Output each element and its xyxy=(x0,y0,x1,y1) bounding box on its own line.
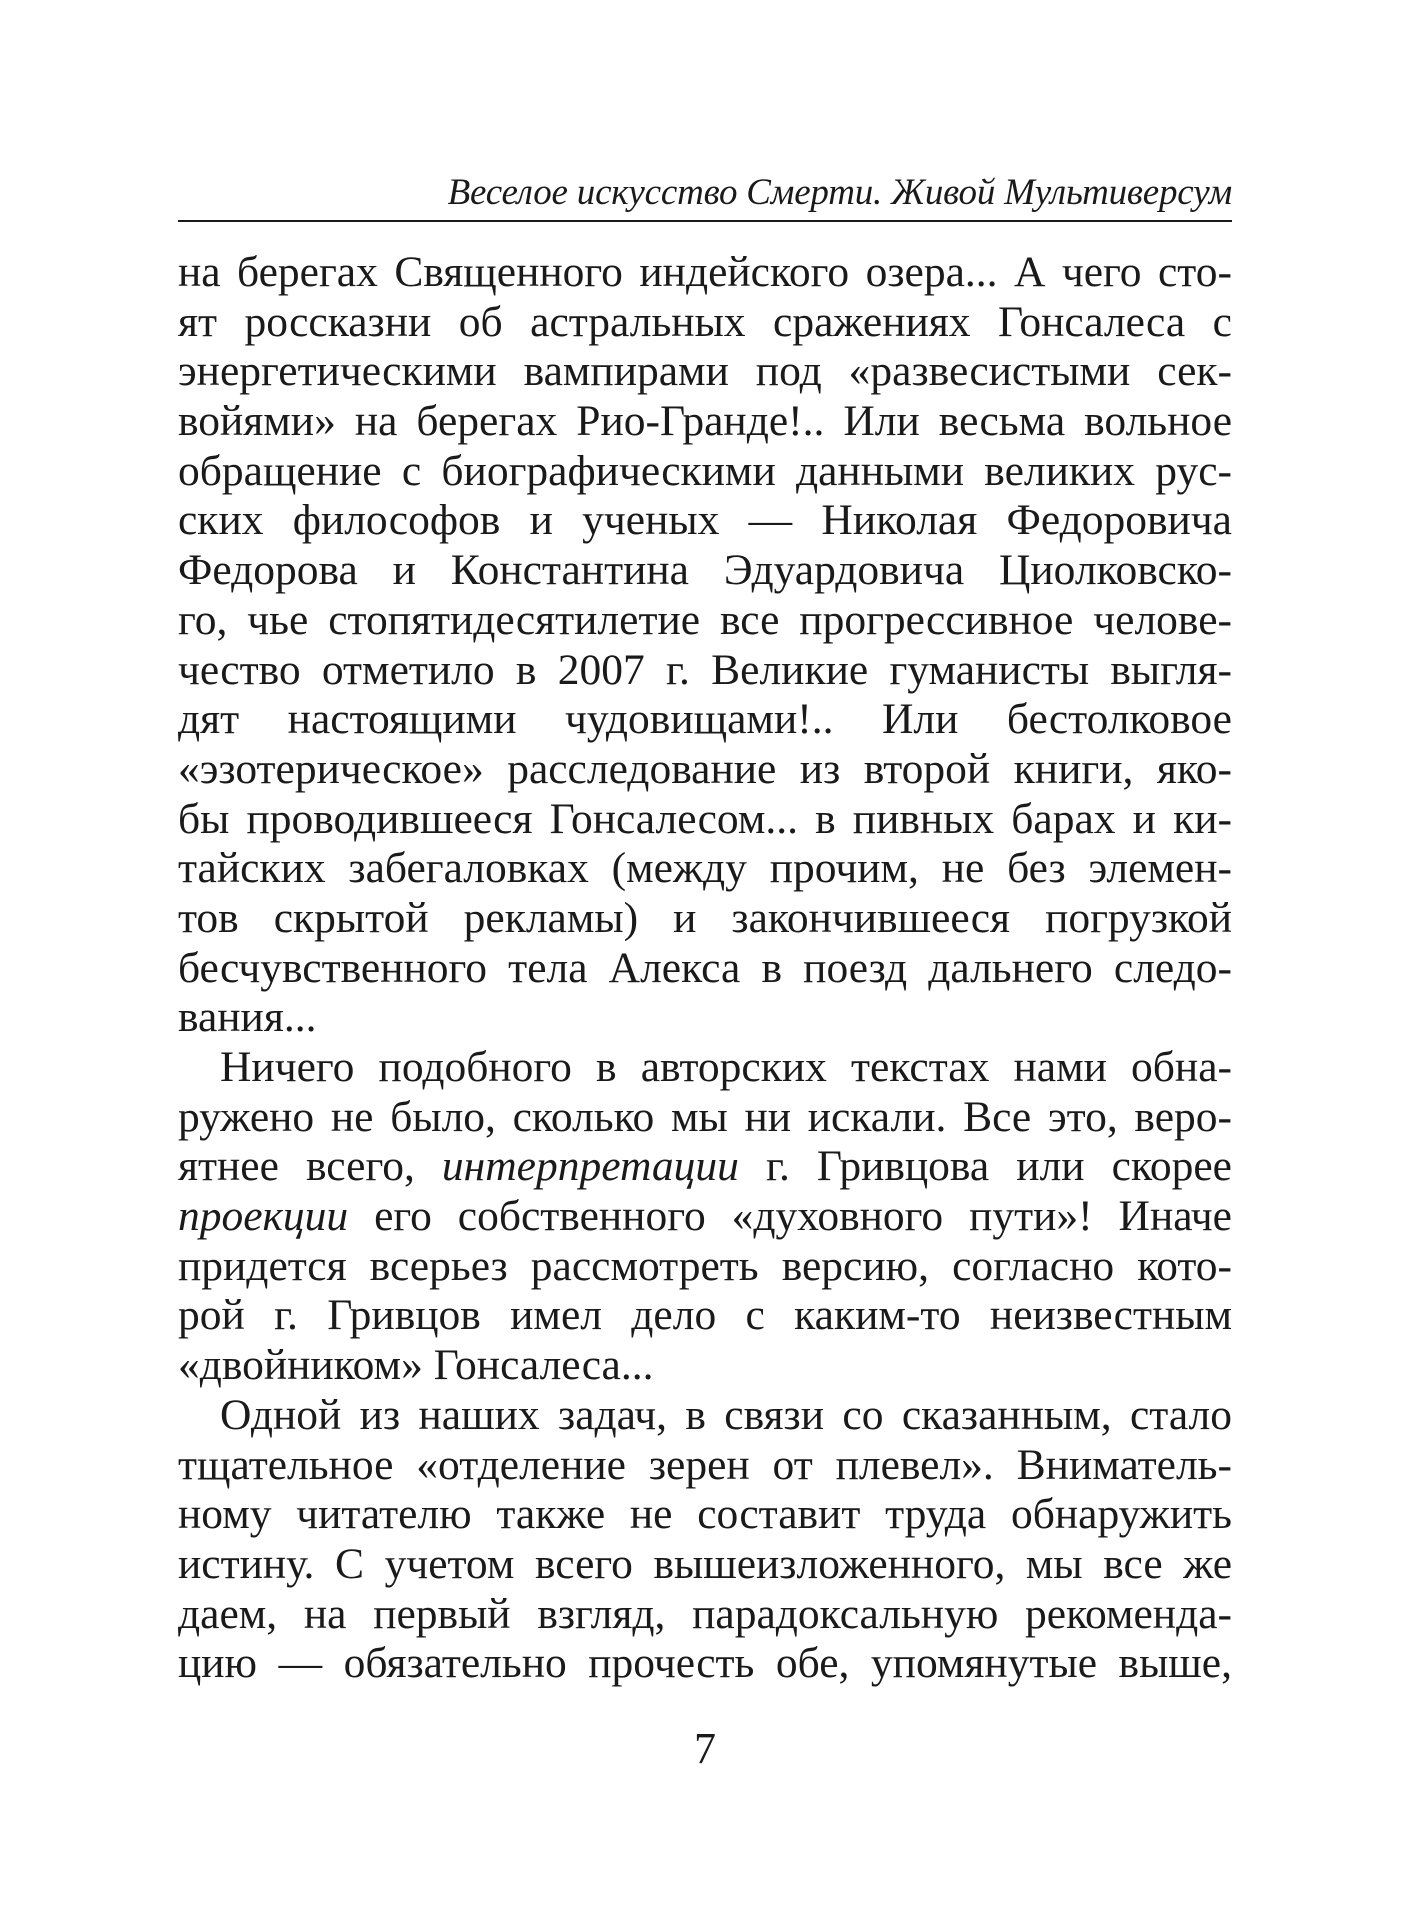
text-line: рой г. Гривцов имел дело с каким-то неизвестным xyxy=(178,1291,1232,1340)
text-line: ному читателю также не составит труда обнаружить xyxy=(178,1490,1232,1539)
text-line-with-emphasis xyxy=(178,1192,1232,1242)
text-line: на берегах Священного индейского озера... А чего сто- xyxy=(178,248,1232,296)
emphasis-proekcii: проекции xyxy=(178,1192,349,1241)
text-line: Ничего подобного в авторских текстах нами обна- xyxy=(220,1043,1232,1091)
text-line: тайских забегаловках (между прочим, не без элемен- xyxy=(178,844,1232,893)
paragraph-2 xyxy=(178,1043,1232,1391)
text-line: тов скрытой рекламы) и закончившееся погрузкой xyxy=(178,893,1232,942)
text-line: вания... xyxy=(178,993,317,1042)
text-line: дят настоящими чудовищами!.. Или бестолковое xyxy=(178,695,1232,744)
text-line: ят россказни об астральных сражениях Гонсалеса с xyxy=(178,297,1232,346)
text-line-with-emphasis xyxy=(178,1142,1232,1192)
text-line: обращение с биографическими данными великих рус- xyxy=(178,446,1232,495)
text-line: ских философов и ученых — Николая Федоровича xyxy=(178,496,1232,545)
text-line: бесчувственного тела Алекса в поезд дальнего следо- xyxy=(178,943,1232,992)
text-line: Федорова и Константина Эдуардовича Циолковско- xyxy=(178,546,1232,595)
emphasis-interpretacii: интерпретации xyxy=(441,1142,739,1191)
text-line: го, чье стопятидесятилетие все прогрессивное челове- xyxy=(178,595,1232,644)
text-line: ружено не было, сколько мы ни искали. Все это, веро- xyxy=(178,1092,1232,1141)
text-line: «эзотерическое» расследование из второй книги, яко- xyxy=(178,744,1232,793)
text-line: даем, на первый взгляд, парадоксальную рекоменда- xyxy=(178,1589,1232,1638)
text-run: ятнее всего, xyxy=(178,1142,442,1191)
text-line: Одной из наших задач, в связи со сказанным, стало xyxy=(220,1390,1232,1439)
running-header: Веселое искусство Смерти. Живой Мультиверсум xyxy=(447,172,1232,213)
text-run: г. Гривцова или скорее xyxy=(738,1142,1232,1191)
paragraph-1 xyxy=(178,248,1232,1043)
text-line: истину. С учетом всего вышеизложенного, мы все же xyxy=(178,1539,1232,1588)
text-line: войями» на берегах Рио-Гранде!.. Или весьма вольное xyxy=(178,397,1232,446)
text-line: цию — обязательно прочесть обе, упомянутые выше, xyxy=(178,1639,1232,1688)
paragraph-3 xyxy=(178,1391,1232,1689)
text-line: чество отметило в 2007 г. Великие гуманисты выгля- xyxy=(178,645,1232,694)
text-run: его собственного «духовного пути»! Иначе xyxy=(348,1192,1232,1241)
header-rule xyxy=(178,220,1232,222)
text-line: тщательное «отделение зерен от плевел». Вниматель- xyxy=(178,1440,1232,1489)
text-line: бы проводившееся Гонсалесом... в пивных барах и ки- xyxy=(178,794,1232,843)
page-number: 7 xyxy=(694,1724,716,1773)
text-line: придется всерьез рассмотреть версию, согласно кото- xyxy=(178,1241,1232,1290)
body-text xyxy=(178,248,1232,1689)
text-line: «двойником» Гонсалеса... xyxy=(178,1341,654,1390)
text-line: энергетическими вампирами под «развесистыми сек- xyxy=(178,347,1232,396)
